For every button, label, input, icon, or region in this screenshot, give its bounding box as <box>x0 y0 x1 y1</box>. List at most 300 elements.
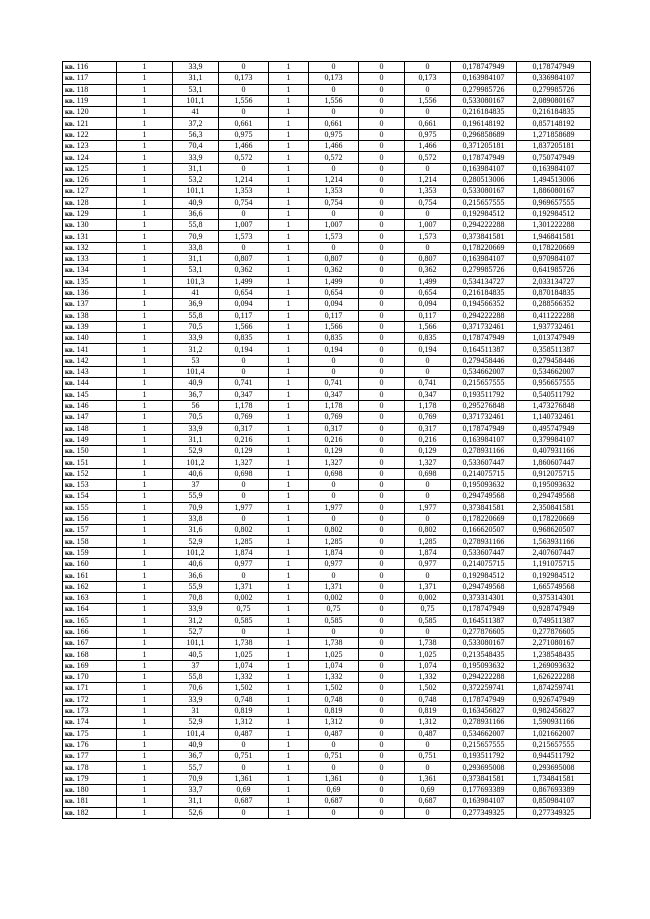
value-c-cell: 0 <box>405 479 451 490</box>
coef-cell: 1 <box>269 773 309 784</box>
table-row <box>63 502 591 513</box>
table-row <box>63 287 591 298</box>
value-a-cell: 0,094 <box>219 299 269 310</box>
apartment-number: 128 <box>76 197 89 207</box>
area-cell: 70,9 <box>173 773 219 784</box>
area-cell: 41 <box>173 107 219 118</box>
zero-cell: 0 <box>359 118 405 129</box>
value-a-cell: 0 <box>219 84 269 95</box>
apartment-number: 154 <box>76 491 89 501</box>
share-cell: 0,215657555 <box>451 378 517 389</box>
coef-cell: 1 <box>269 367 309 378</box>
total-cell: 0,358511387 <box>517 344 591 355</box>
coef-cell: 1 <box>269 536 309 547</box>
share-cell: 0,195093632 <box>451 660 517 671</box>
value-a-cell: 1,502 <box>219 683 269 694</box>
apartment-prefix: кв. <box>65 221 75 230</box>
value-a-cell: 0,317 <box>219 423 269 434</box>
apartment-prefix: кв. <box>65 582 75 591</box>
value-b-cell: 0,194 <box>309 344 359 355</box>
coef-cell: 1 <box>269 615 309 626</box>
apartment-cell <box>63 355 117 366</box>
apartment-prefix: кв. <box>65 571 75 580</box>
total-cell: 0,178220669 <box>517 242 591 253</box>
value-b-cell: 0,317 <box>309 423 359 434</box>
area-cell: 53,1 <box>173 265 219 276</box>
table-row <box>63 95 591 106</box>
value-b-cell: 1,566 <box>309 321 359 332</box>
count-cell: 1 <box>117 649 173 660</box>
value-c-cell: 0,835 <box>405 333 451 344</box>
coef-cell: 1 <box>269 265 309 276</box>
area-cell: 37,2 <box>173 118 219 129</box>
value-b-cell: 0,572 <box>309 152 359 163</box>
value-b-cell: 0,754 <box>309 197 359 208</box>
apartment-cell <box>63 728 117 739</box>
apartment-number: 135 <box>76 276 89 286</box>
value-a-cell: 1,214 <box>219 174 269 185</box>
count-cell: 1 <box>117 525 173 536</box>
table-row <box>63 84 591 95</box>
value-a-cell: 0 <box>219 513 269 524</box>
value-c-cell: 0,807 <box>405 254 451 265</box>
apartment-cell <box>63 310 117 321</box>
total-cell: 0,534662007 <box>517 367 591 378</box>
apartment-number: 118 <box>76 84 89 94</box>
zero-cell: 0 <box>359 423 405 434</box>
share-cell: 0,163984107 <box>451 254 517 265</box>
table-row <box>63 333 591 344</box>
apartment-number: 182 <box>76 807 89 817</box>
area-cell: 31,2 <box>173 615 219 626</box>
coef-cell: 1 <box>269 299 309 310</box>
apartment-cell <box>63 615 117 626</box>
apartment-cell <box>63 547 117 558</box>
count-cell: 1 <box>117 84 173 95</box>
apartment-prefix: кв. <box>65 548 75 557</box>
value-b-cell: 0 <box>309 355 359 366</box>
value-b-cell: 1,502 <box>309 683 359 694</box>
count-cell: 1 <box>117 231 173 242</box>
coef-cell: 1 <box>269 751 309 762</box>
coef-cell: 1 <box>269 163 309 174</box>
coef-cell: 1 <box>269 739 309 750</box>
value-a-cell: 0,69 <box>219 785 269 796</box>
total-cell: 0,379984107 <box>517 434 591 445</box>
value-c-cell: 0,117 <box>405 310 451 321</box>
zero-cell: 0 <box>359 559 405 570</box>
share-cell: 0,533607447 <box>451 547 517 558</box>
coef-cell: 1 <box>269 118 309 129</box>
value-b-cell: 0 <box>309 242 359 253</box>
apartment-cell <box>63 389 117 400</box>
share-cell: 0,534662007 <box>451 728 517 739</box>
apartment-prefix: кв. <box>65 210 75 218</box>
apartment-prefix: кв. <box>65 627 75 636</box>
area-cell: 40,6 <box>173 468 219 479</box>
apartment-cell <box>63 672 117 683</box>
apartment-prefix: кв. <box>65 605 75 614</box>
area-cell: 52,9 <box>173 536 219 547</box>
share-cell: 0,371732461 <box>451 321 517 332</box>
count-cell: 1 <box>117 152 173 163</box>
value-b-cell: 0 <box>309 84 359 95</box>
zero-cell: 0 <box>359 581 405 592</box>
total-cell: 0,970984107 <box>517 254 591 265</box>
apartment-number: 181 <box>76 796 89 806</box>
apartment-cell <box>63 717 117 728</box>
count-cell: 1 <box>117 570 173 581</box>
apartment-cell <box>63 333 117 344</box>
value-b-cell: 0,769 <box>309 412 359 423</box>
table-row <box>63 705 591 716</box>
apartment-prefix: кв. <box>65 424 75 433</box>
count-cell: 1 <box>117 129 173 140</box>
count-cell: 1 <box>117 672 173 683</box>
zero-cell: 0 <box>359 796 405 807</box>
share-cell: 0,216184835 <box>451 107 517 118</box>
value-b-cell: 0 <box>309 570 359 581</box>
apartment-prefix: кв. <box>65 97 75 106</box>
value-a-cell: 0 <box>219 355 269 366</box>
share-cell: 0,294749568 <box>451 491 517 502</box>
table-row <box>63 152 591 163</box>
total-cell: 1,473276848 <box>517 400 591 411</box>
apartment-cell <box>63 796 117 807</box>
total-cell: 0,178747949 <box>517 62 591 73</box>
apartment-number: 132 <box>76 242 89 252</box>
apartment-prefix: кв. <box>65 255 75 264</box>
count-cell: 1 <box>117 254 173 265</box>
apartment-number: 158 <box>76 536 89 546</box>
area-cell: 31,6 <box>173 525 219 536</box>
table-row <box>63 660 591 671</box>
value-a-cell: 0 <box>219 762 269 773</box>
value-b-cell: 0,751 <box>309 751 359 762</box>
zero-cell: 0 <box>359 728 405 739</box>
value-c-cell: 0 <box>405 513 451 524</box>
zero-cell: 0 <box>359 174 405 185</box>
share-cell: 0,178747949 <box>451 423 517 434</box>
area-cell: 33,9 <box>173 333 219 344</box>
value-a-cell: 1,353 <box>219 186 269 197</box>
apartment-prefix: кв. <box>65 481 75 490</box>
share-cell: 0,194566352 <box>451 299 517 310</box>
coef-cell: 1 <box>269 84 309 95</box>
count-cell: 1 <box>117 751 173 762</box>
apartment-number: 175 <box>76 728 89 738</box>
apartment-cell <box>63 694 117 705</box>
total-cell: 0,215657555 <box>517 739 591 750</box>
value-b-cell: 0,741 <box>309 378 359 389</box>
value-a-cell: 1,327 <box>219 457 269 468</box>
value-a-cell: 0,572 <box>219 152 269 163</box>
area-cell: 36,7 <box>173 751 219 762</box>
share-cell: 0,164511387 <box>451 344 517 355</box>
apartment-cell <box>63 231 117 242</box>
total-cell: 1,665749568 <box>517 581 591 592</box>
zero-cell: 0 <box>359 412 405 423</box>
apartment-number: 168 <box>76 649 89 659</box>
apartment-number: 140 <box>76 333 89 343</box>
coef-cell: 1 <box>269 231 309 242</box>
apartment-prefix: кв. <box>65 198 75 207</box>
zero-cell: 0 <box>359 592 405 603</box>
count-cell: 1 <box>117 638 173 649</box>
count-cell: 1 <box>117 287 173 298</box>
apartment-prefix: кв. <box>65 695 75 704</box>
apartment-number: 148 <box>76 423 89 433</box>
coef-cell: 1 <box>269 705 309 716</box>
value-b-cell: 0,807 <box>309 254 359 265</box>
apartment-number: 139 <box>76 321 89 331</box>
zero-cell: 0 <box>359 672 405 683</box>
coef-cell: 1 <box>269 276 309 287</box>
total-cell: 1,021662007 <box>517 728 591 739</box>
coef-cell: 1 <box>269 446 309 457</box>
apartment-prefix: кв. <box>65 108 75 117</box>
apartment-number: 116 <box>76 62 89 72</box>
zero-cell: 0 <box>359 220 405 231</box>
total-cell: 1,013747949 <box>517 333 591 344</box>
total-cell: 0,982456827 <box>517 705 591 716</box>
zero-cell: 0 <box>359 254 405 265</box>
apartment-cell <box>63 321 117 332</box>
table-row <box>63 400 591 411</box>
value-c-cell: 0,698 <box>405 468 451 479</box>
apartment-number: 174 <box>76 717 89 727</box>
zero-cell: 0 <box>359 163 405 174</box>
share-cell: 0,277349325 <box>451 807 517 818</box>
value-b-cell: 0 <box>309 513 359 524</box>
coef-cell: 1 <box>269 570 309 581</box>
apartment-number: 126 <box>76 175 89 185</box>
area-cell: 33,9 <box>173 152 219 163</box>
zero-cell: 0 <box>359 547 405 558</box>
value-b-cell: 1,312 <box>309 717 359 728</box>
apartment-number: 155 <box>76 502 89 512</box>
area-cell: 33,9 <box>173 423 219 434</box>
table-row <box>63 536 591 547</box>
apartment-cell <box>63 107 117 118</box>
apartment-cell <box>63 220 117 231</box>
value-a-cell: 0 <box>219 491 269 502</box>
value-c-cell: 0,317 <box>405 423 451 434</box>
apartment-cell <box>63 174 117 185</box>
value-b-cell: 0,687 <box>309 796 359 807</box>
value-a-cell: 0 <box>219 208 269 219</box>
apartment-prefix: кв. <box>65 707 75 716</box>
apartment-prefix: кв. <box>65 356 75 365</box>
apartment-prefix: кв. <box>65 232 75 241</box>
count-cell: 1 <box>117 141 173 152</box>
coef-cell: 1 <box>269 378 309 389</box>
value-c-cell: 0 <box>405 355 451 366</box>
value-a-cell: 0,487 <box>219 728 269 739</box>
value-a-cell: 0 <box>219 367 269 378</box>
area-cell: 101,1 <box>173 95 219 106</box>
apartment-prefix: кв. <box>65 74 75 83</box>
apartment-cell <box>63 491 117 502</box>
count-cell: 1 <box>117 773 173 784</box>
value-a-cell: 0 <box>219 62 269 73</box>
zero-cell: 0 <box>359 717 405 728</box>
value-c-cell: 1,327 <box>405 457 451 468</box>
share-cell: 0,195093632 <box>451 479 517 490</box>
apartment-cell <box>63 163 117 174</box>
zero-cell: 0 <box>359 152 405 163</box>
apartment-number: 156 <box>76 514 89 524</box>
apartment-number: 133 <box>76 254 89 264</box>
apartment-cell <box>63 592 117 603</box>
area-cell: 70,6 <box>173 683 219 694</box>
value-b-cell: 1,738 <box>309 638 359 649</box>
apartment-number: 130 <box>76 220 89 230</box>
apartment-cell <box>63 660 117 671</box>
count-cell: 1 <box>117 785 173 796</box>
value-b-cell: 0,347 <box>309 389 359 400</box>
apartment-prefix: кв. <box>65 797 75 806</box>
apartment-prefix: кв. <box>65 379 75 388</box>
value-b-cell: 0,487 <box>309 728 359 739</box>
apartment-number: 161 <box>76 570 89 580</box>
table-row <box>63 649 591 660</box>
table-row <box>63 728 591 739</box>
count-cell: 1 <box>117 739 173 750</box>
value-c-cell: 0,487 <box>405 728 451 739</box>
value-c-cell: 1,977 <box>405 502 451 513</box>
zero-cell: 0 <box>359 186 405 197</box>
apartment-prefix: кв. <box>65 187 75 196</box>
total-cell: 0,926747949 <box>517 694 591 705</box>
count-cell: 1 <box>117 717 173 728</box>
apartment-number: 149 <box>76 434 89 444</box>
total-cell: 1,238548435 <box>517 649 591 660</box>
table-row <box>63 344 591 355</box>
value-c-cell: 0 <box>405 208 451 219</box>
area-cell: 33,7 <box>173 785 219 796</box>
table-row <box>63 299 591 310</box>
coef-cell: 1 <box>269 547 309 558</box>
table-row <box>63 592 591 603</box>
share-cell: 0,163984107 <box>451 796 517 807</box>
apartment-data-table <box>62 61 591 819</box>
value-b-cell: 0,661 <box>309 118 359 129</box>
table-row <box>63 739 591 750</box>
apartment-number: 165 <box>76 615 89 625</box>
zero-cell: 0 <box>359 694 405 705</box>
count-cell: 1 <box>117 62 173 73</box>
share-cell: 0,278931166 <box>451 717 517 728</box>
area-cell: 40,9 <box>173 197 219 208</box>
apartment-cell <box>63 434 117 445</box>
value-c-cell: 0,173 <box>405 73 451 84</box>
value-c-cell: 0,819 <box>405 705 451 716</box>
value-a-cell: 1,312 <box>219 717 269 728</box>
value-b-cell: 0,819 <box>309 705 359 716</box>
table-row <box>63 581 591 592</box>
apartment-number: 176 <box>76 739 89 749</box>
coef-cell: 1 <box>269 344 309 355</box>
area-cell: 40,9 <box>173 378 219 389</box>
apartment-number: 178 <box>76 762 89 772</box>
count-cell: 1 <box>117 344 173 355</box>
table-row <box>63 479 591 490</box>
apartment-prefix: кв. <box>65 334 75 343</box>
apartment-number: 151 <box>76 457 89 467</box>
total-cell: 0,178220669 <box>517 513 591 524</box>
count-cell: 1 <box>117 321 173 332</box>
share-cell: 0,193511792 <box>451 751 517 762</box>
count-cell: 1 <box>117 265 173 276</box>
zero-cell: 0 <box>359 333 405 344</box>
count-cell: 1 <box>117 592 173 603</box>
value-c-cell: 0,216 <box>405 434 451 445</box>
value-b-cell: 0 <box>309 208 359 219</box>
total-cell: 0,750747949 <box>517 152 591 163</box>
table-row <box>63 73 591 84</box>
zero-cell: 0 <box>359 525 405 536</box>
apartment-prefix: кв. <box>65 402 75 411</box>
apartment-prefix: кв. <box>65 740 75 749</box>
area-cell: 31,1 <box>173 434 219 445</box>
apartment-prefix: кв. <box>65 289 75 298</box>
zero-cell: 0 <box>359 807 405 818</box>
value-a-cell: 1,074 <box>219 660 269 671</box>
apartment-cell <box>63 807 117 818</box>
apartment-prefix: кв. <box>65 673 75 682</box>
value-c-cell: 0,687 <box>405 796 451 807</box>
value-a-cell: 0,002 <box>219 592 269 603</box>
area-cell: 31,1 <box>173 796 219 807</box>
value-b-cell: 0,216 <box>309 434 359 445</box>
apartment-cell <box>63 152 117 163</box>
table-row <box>63 547 591 558</box>
apartment-prefix: кв. <box>65 153 75 162</box>
zero-cell: 0 <box>359 208 405 219</box>
value-a-cell: 0,698 <box>219 468 269 479</box>
apartment-prefix: кв. <box>65 413 75 422</box>
coef-cell: 1 <box>269 197 309 208</box>
share-cell: 0,371732461 <box>451 412 517 423</box>
apartment-cell <box>63 479 117 490</box>
area-cell: 41 <box>173 287 219 298</box>
table-row <box>63 559 591 570</box>
total-cell: 0,407931166 <box>517 446 591 457</box>
count-cell: 1 <box>117 299 173 310</box>
coef-cell: 1 <box>269 220 309 231</box>
share-cell: 0,278931166 <box>451 446 517 457</box>
value-a-cell: 0,129 <box>219 446 269 457</box>
apartment-number: 144 <box>76 378 89 388</box>
zero-cell: 0 <box>359 367 405 378</box>
coef-cell: 1 <box>269 502 309 513</box>
count-cell: 1 <box>117 807 173 818</box>
zero-cell: 0 <box>359 739 405 750</box>
value-c-cell: 0,661 <box>405 118 451 129</box>
area-cell: 101,1 <box>173 638 219 649</box>
table-row <box>63 570 591 581</box>
apartment-cell <box>63 762 117 773</box>
apartment-prefix: кв. <box>65 515 75 524</box>
apartment-number: 162 <box>76 581 89 591</box>
apartment-number: 136 <box>76 288 89 298</box>
table-row <box>63 796 591 807</box>
value-a-cell: 0,802 <box>219 525 269 536</box>
apartment-number: 119 <box>76 96 89 106</box>
table-row <box>63 751 591 762</box>
value-a-cell: 0,117 <box>219 310 269 321</box>
